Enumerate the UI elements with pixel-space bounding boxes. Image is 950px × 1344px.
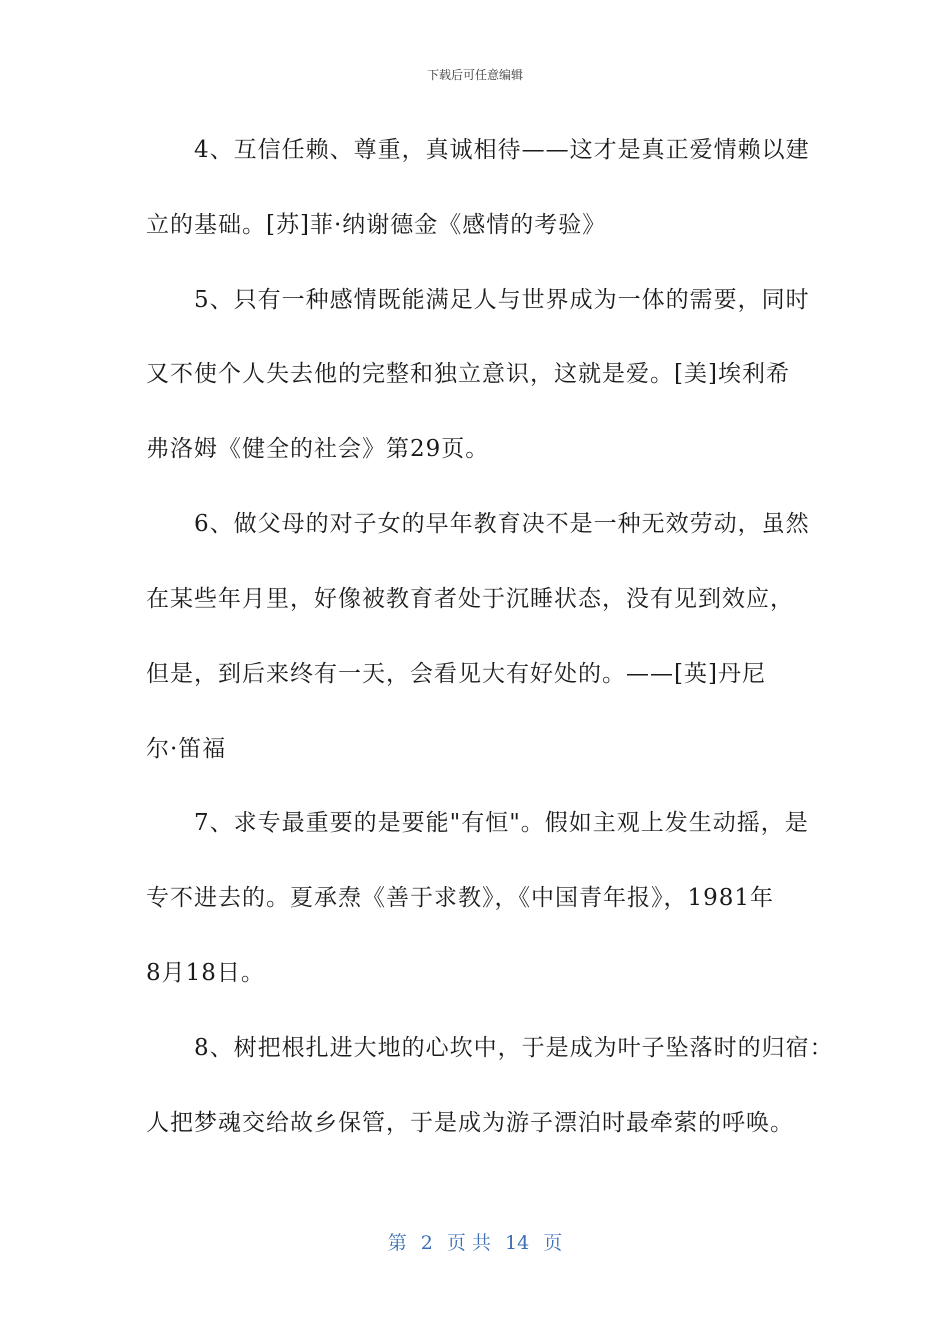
text-line: 7、求专最重要的是要能"有恒"。假如主观上发生动摇，是 <box>146 810 809 836</box>
text-line: 在某些年月里，好像被教育者处于沉睡状态，没有见到效应， <box>146 586 794 612</box>
page-header: 下载后可任意编辑 <box>426 68 523 82</box>
text-line: 又不使个人失去他的完整和独立意识，这就是爱。[美]埃利希 <box>146 361 790 387</box>
text-line: 6、做父母的对子女的早年教育决不是一种无效劳动，虽然 <box>146 511 810 537</box>
footer-mid: 页 共 <box>446 1232 491 1254</box>
footer-total-pages: 14 <box>505 1232 530 1254</box>
text-line: 8、树把根扎进大地的心坎中，于是成为叶子坠落时的归宿： <box>146 1035 834 1061</box>
text-line: 5、只有一种感情既能满足人与世界成为一体的需要，同时 <box>146 287 810 313</box>
text-line: 尔·笛福 <box>146 736 227 762</box>
text-line: 立的基础。[苏]菲·纳谢德金《感情的考验》 <box>146 212 607 238</box>
text-line: 8月18日。 <box>146 960 265 986</box>
text-line: 4、互信任赖、尊重，真诚相待——这才是真正爱情赖以建 <box>146 137 810 163</box>
footer-prefix: 第 <box>387 1232 407 1254</box>
text-line: 但是，到后来终有一天，会看见大有好处的。——[英]丹尼 <box>146 661 766 687</box>
footer-page-number: 2 <box>420 1232 433 1254</box>
text-line: 专不进去的。夏承焘《善于求教》，《中国青年报》，1981年 <box>146 885 775 911</box>
text-line: 人把梦魂交给故乡保管，于是成为游子漂泊时最牵萦的呼唤。 <box>146 1110 794 1136</box>
footer-suffix: 页 <box>543 1232 563 1254</box>
page-footer <box>0 1228 950 1255</box>
text-line: 弗洛姆《健全的社会》第29页。 <box>146 436 490 462</box>
